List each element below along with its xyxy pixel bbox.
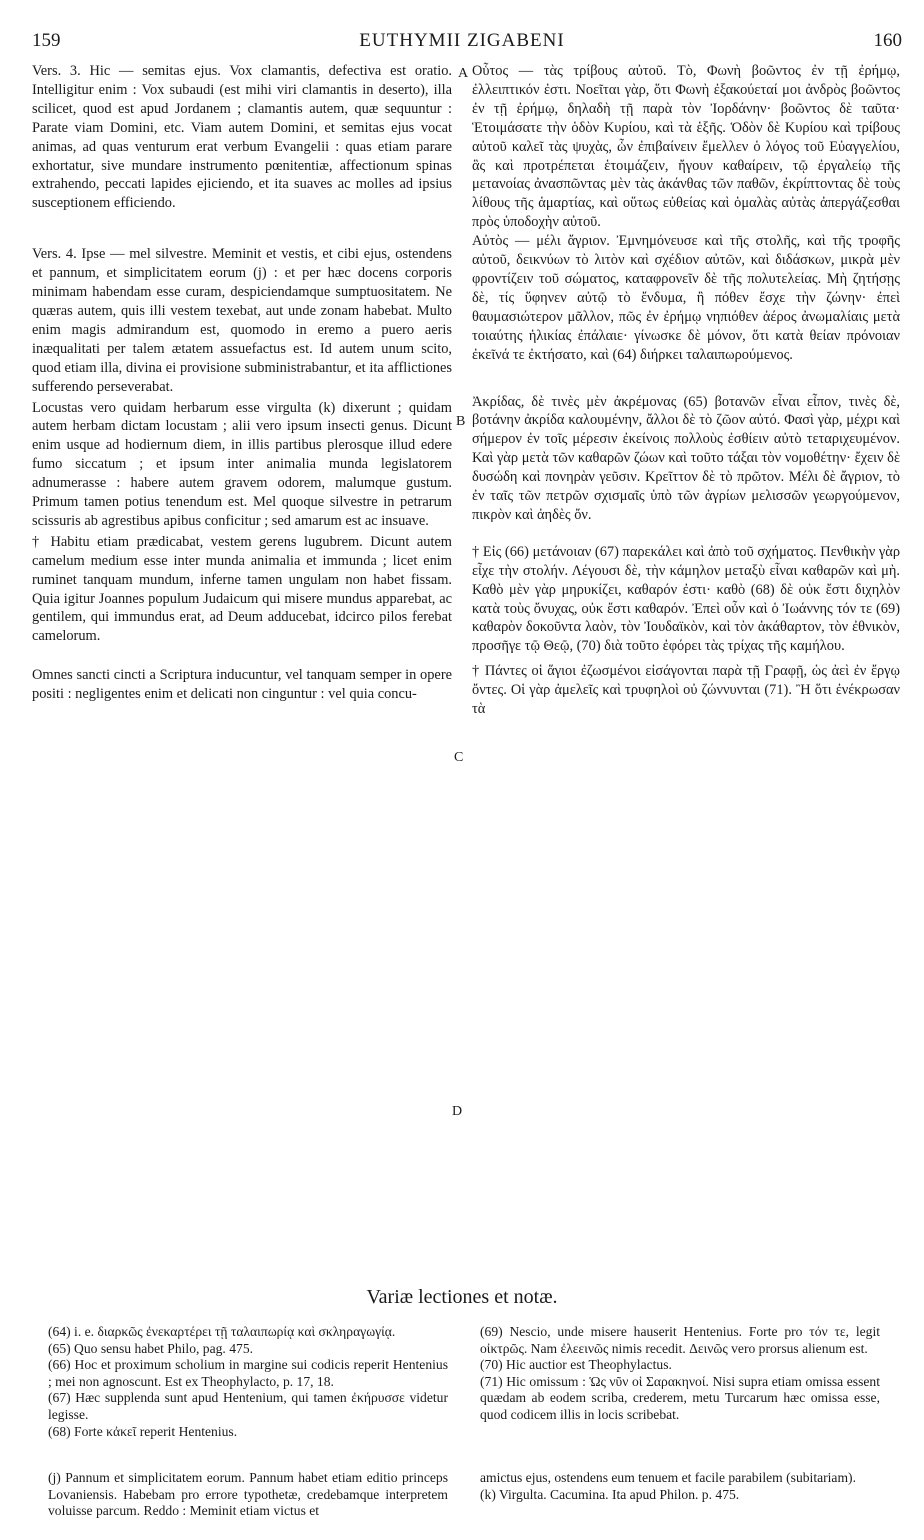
footnote-item: amictus ejus, ostendens eum tenuem et facile parabilem (subitariam). xyxy=(480,1470,856,1485)
page-number-left: 159 xyxy=(32,30,61,51)
greek-paragraph: † Εἰς (66) μετάνοιαν (67) παρεκάλει καὶ ἀπὸ τοῦ σχήματος. Πενθικὴν γὰρ εἶχε τὴν στολήν. Λέγουσι δὲ, τὴν κάμηλον μεταξὺ εἶναι καθαρῶν καὶ μὴ. Καθὸ μὲν γὰρ μηρυκίζει, καθαρόν ἐστι· καθὸ (68) δὲ οὐκ ἔστι διχηλὸν κατὰ τοὺς ὄνυχας, οὐκ ἔστι καθαρόν. Ἐπεὶ οὖν καὶ ὁ Ἰωάννης τόν τε (69) καθαρὸν δοκοῦντα λαὸν, τὸν Ἰουδαϊκὸν, καὶ τὸν ἀκάθαρτον, τὸν ἐθνικὸν, προσῆγε τῷ Θεῷ, (70) διὰ τοῦτο ἐφόρει τὰς τρίχας τῆς καμήλου. xyxy=(472,543,900,655)
footnote-item: (j) Pannum et simplicitatem eorum. Pannum habet etiam editio princeps Lovaniensis. Habebam pro errore typothetæ, credebamque interpretem voluisse parcum. Reddo : Meminit etiam victus et xyxy=(48,1470,448,1519)
note-item: (71) Hic omissum : Ὡς νῦν οἱ Σαρακηνοί. Nisi supra etiam omissa essent quædam ab eodem scriba, crederem, metu Turcarum hæc omissa esse, quod codicem illis in locis scribebat. xyxy=(480,1373,880,1422)
latin-paragraph: Omnes sancti cincti a Scriptura inducuntur, vel tanquam semper in opere positi : negligentes enim et delicati non cinguntur : vel quia concu- xyxy=(32,667,452,703)
margin-letter-c: C xyxy=(454,750,464,765)
footnotes-left-column xyxy=(48,1470,448,1520)
note-item: (64) i. e. διαρκῶς ἐνεκαρτέρει τῇ ταλαιπωρίᾳ καὶ σκληραγωγίᾳ. xyxy=(48,1324,396,1339)
margin-letter-d: D xyxy=(452,1104,463,1119)
latin-paragraph: † Habitu etiam prædicabat, vestem gerens lugubrem. Dicunt autem camelum medium esse inter munda animalia et immunda ; licet enim ruminet tanquam mundum, inferne tamen ungulam non habet fissam. Quia igitur Joannes populum Judaicum qui misere mundus apparebat, ac gentilem, qui immundus erat, ad Deum adducebat, idcirco pilos ferebat camelorum. xyxy=(32,533,452,645)
latin-paragraph: Locustas vero quidam herbarum esse virgulta (k) dixerunt ; quidam autem herbam dictam locustam ; alii vero ipsum insecti genus. Dicunt enim usque ad hodiernum diem, in illis partibus plerosque illud edere fumo siccatum ; et ipsum inter animalia munda legislatorem adnumerasse : habere autem gravem odorem, malumque gustum. Primum tamen potius tenendum est. Mel quoque silvestre in petrarum scissuris ab agrestibus apibus conficitur ; sed amarum est ac insuave. xyxy=(32,399,452,529)
latin-column xyxy=(32,62,452,704)
greek-paragraph: Οὗτος — τὰς τρίβους αὐτοῦ. Τὸ, Φωνὴ βοῶντος ἐν τῇ ἐρήμῳ, ἐλλειπτικόν ἐστι. Νοεῖται γὰρ, ὅτι Φωνὴ ἐξακούεταί μοι ἀνδρὸς βοῶντος ἐν τῇ ἐρήμῳ, δηλαδὴ τῇ παρὰ τὸν Ἰορδάνην· βοῶντος δὲ ταῦτα· Ἑτοιμάσατε τὴν ὁδὸν Κυρίου, καὶ τὰ ἑξῆς. Ὁδὸν δὲ Κυρίου καὶ τρίβους αὐτοῦ καλεῖ τὰς ψυχὰς, ὧν ἐπιβαίνειν ἔμελλεν ὁ λόγος τοῦ Εὐαγγελίου, ἃς καὶ προτρέπεται ἑτοιμάζειν, ἤγουν καθαίρειν, τῷ ἐργαλείῳ τῆς μετανοίας ἀνασπῶντας μὲν τὰς ἀκάνθας τῶν παθῶν, ἐκρίπτοντας δὲ τοὺς λίθους τῆς ἁμαρτίας, καὶ οὕτως εὐθείας καὶ ὁμαλὰς αὐτὰς ἀπεργάζεσθαι πρὸς ὑποδοχὴν αὐτοῦ. xyxy=(472,63,900,231)
margin-letter-b: B xyxy=(456,414,466,429)
note-item: (66) Hoc et proximum scholium in margine sui codicis reperit Hentenius ; mei non agnoscunt. Est ex Theophylacto, p. 17, 18. xyxy=(48,1357,448,1389)
running-title: EUTHYMII ZIGABENI xyxy=(359,30,565,51)
footnotes-right-column xyxy=(480,1470,880,1503)
latin-paragraph: Vers. 4. Ipse — mel silvestre. Meminit et vestis, et cibi ejus, ostendens et pannum, et simplicitatem eorum (j) : et per hæc docens corporis minimam habendam esse curam, despiciendamque sumptuositatem. Ne quæras autem, quis illi vestem texebat, aut unde zonam habebat. Multo enim magis admirandum est, quomodo in eremo a puero aeris inæqualitati per talem ætatem assuefactus est. Id autem unum scito, quod etiam illa, divina ei provisione subministrabantur, et ita afflictiones sufferendo perseverabat. xyxy=(32,246,452,395)
notes-right-column xyxy=(480,1324,880,1424)
greek-paragraph: Αὐτὸς — μέλι ἄγριον. Ἐμνημόνευσε καὶ τῆς στολῆς, καὶ τῆς τροφῆς αὐτοῦ, δεικνύων τὸ λιτὸν καὶ σχέδιον αὐτῶν, καὶ διδάσκων, μικρὰ μὲν φροντίζειν τοῦ σώματος, καταφρονεῖν δὲ τῆς πολυτελείας. Μὴ ζητήσῃς δὲ, τίς ὕφηνεν αὐτῷ τὸ ἔνδυμα, ἢ πόθεν ἔσχε τὴν ζώνην· ἐπεὶ θαυμασιώτερον μᾶλλον, πῶς ἐν ἐρήμῳ νηπιόθεν ἀέρος ἀνωμαλίαις μετὰ τοιαύτης ἡλικίας ἐπάλαιε· γίνωσκε δὲ μόνον, ὅτι κατὰ θείαν πρόνοιαν ἐκεῖνά τε ἐκτήσατο, καὶ (64) διήρκει ταλαιπωρούμενος. xyxy=(472,233,900,363)
notes-section-title: Variæ lectiones et notæ. xyxy=(366,1286,558,1308)
footnote-item: (k) Virgulta. Cacumina. Ita apud Philon. p. 475. xyxy=(480,1486,740,1502)
note-item: (68) Forte κἀκεῖ reperit Hentenius. xyxy=(48,1423,238,1439)
notes-left-column xyxy=(48,1324,448,1440)
note-item: (70) Hic auctior est Theophylactus. xyxy=(480,1357,672,1373)
page-number-right: 160 xyxy=(873,30,902,51)
greek-column xyxy=(472,62,900,719)
note-item: (65) Quo sensu habet Philo, pag. 475. xyxy=(48,1340,254,1356)
note-item: (69) Nescio, unde misere hauserit Hentenius. Forte pro τόν τε, legit οἰκτρῶς. Nam ἐλεεινῶς nimis recedit. Δεινῶς vero prorsus alienum est. xyxy=(480,1324,880,1356)
note-item: (67) Hæc supplenda sunt apud Hentenium, qui tamen ἐκήρυσσε videtur legisse. xyxy=(48,1390,448,1422)
greek-paragraph: Ἀκρίδας, δὲ τινὲς μὲν ἀκρέμονας (65) βοτανῶν εἶναι εἶπον, τινὲς δὲ, βοτάνην ἀκρίδα καλουμένην, ἄλλοι δὲ τὸ ζῶον αὐτό. Φασὶ γὰρ, μέχρι καὶ σήμερον ἐν τοῖς μέρεσιν ἐκείνοις πολλοὺς ἐσθίειν αὐτὸ τεταριχευμένον. Καὶ γὰρ μετὰ τῶν καθαρῶν ζώων καὶ τοῦτο τάξαι τὸν νομοθέτην· ἔχειν δὲ δυσώδη καὶ πονηρὰν γεῦσιν. Κρεῖττον δὲ τὸ πρῶτον. Μέλι δὲ ἄγριον, τὸ ἐν ταῖς τῶν πετρῶν σχισμαῖς ὑπὸ τῶν ἀγρίων μελισσῶν γεωργούμενον, πικρὸν καὶ ἀηδὲς ὄν. xyxy=(472,393,900,523)
latin-paragraph: Vers. 3. Hic — semitas ejus. Vox clamantis, defectiva est oratio. Intelligitur enim : Vox subaudi (est mihi viri clamantis in deserto), illa scilicet, quod est apud Jordanem ; clamantis autem, quæ sequuntur : Parate viam Domini, etc. Viam autem Domini, et semitas ejus vocat animas, ad quas venturum erat verbum Evangelii : quas etiam parare exhortatur, sive mundare instrumento pœnitentiæ, affectionum spinas extrahendo, peccati lapides ejiciendo, et ita suaves ac molles ad ipsius susceptionem efficiendo. xyxy=(32,63,452,212)
greek-paragraph: † Πάντες οἱ ἅγιοι ἐζωσμένοι εἰσάγονται παρὰ τῇ Γραφῇ, ὡς ἀεὶ ἐν ἔργῳ ὄντες. Οἱ γὰρ ἀμελεῖς καὶ τρυφηλοὶ οὐ ζώννυνται (71). Ἢ ὅτι ἐνέκρωσαν τὰ xyxy=(472,663,900,718)
margin-letter-a: A xyxy=(458,66,469,81)
